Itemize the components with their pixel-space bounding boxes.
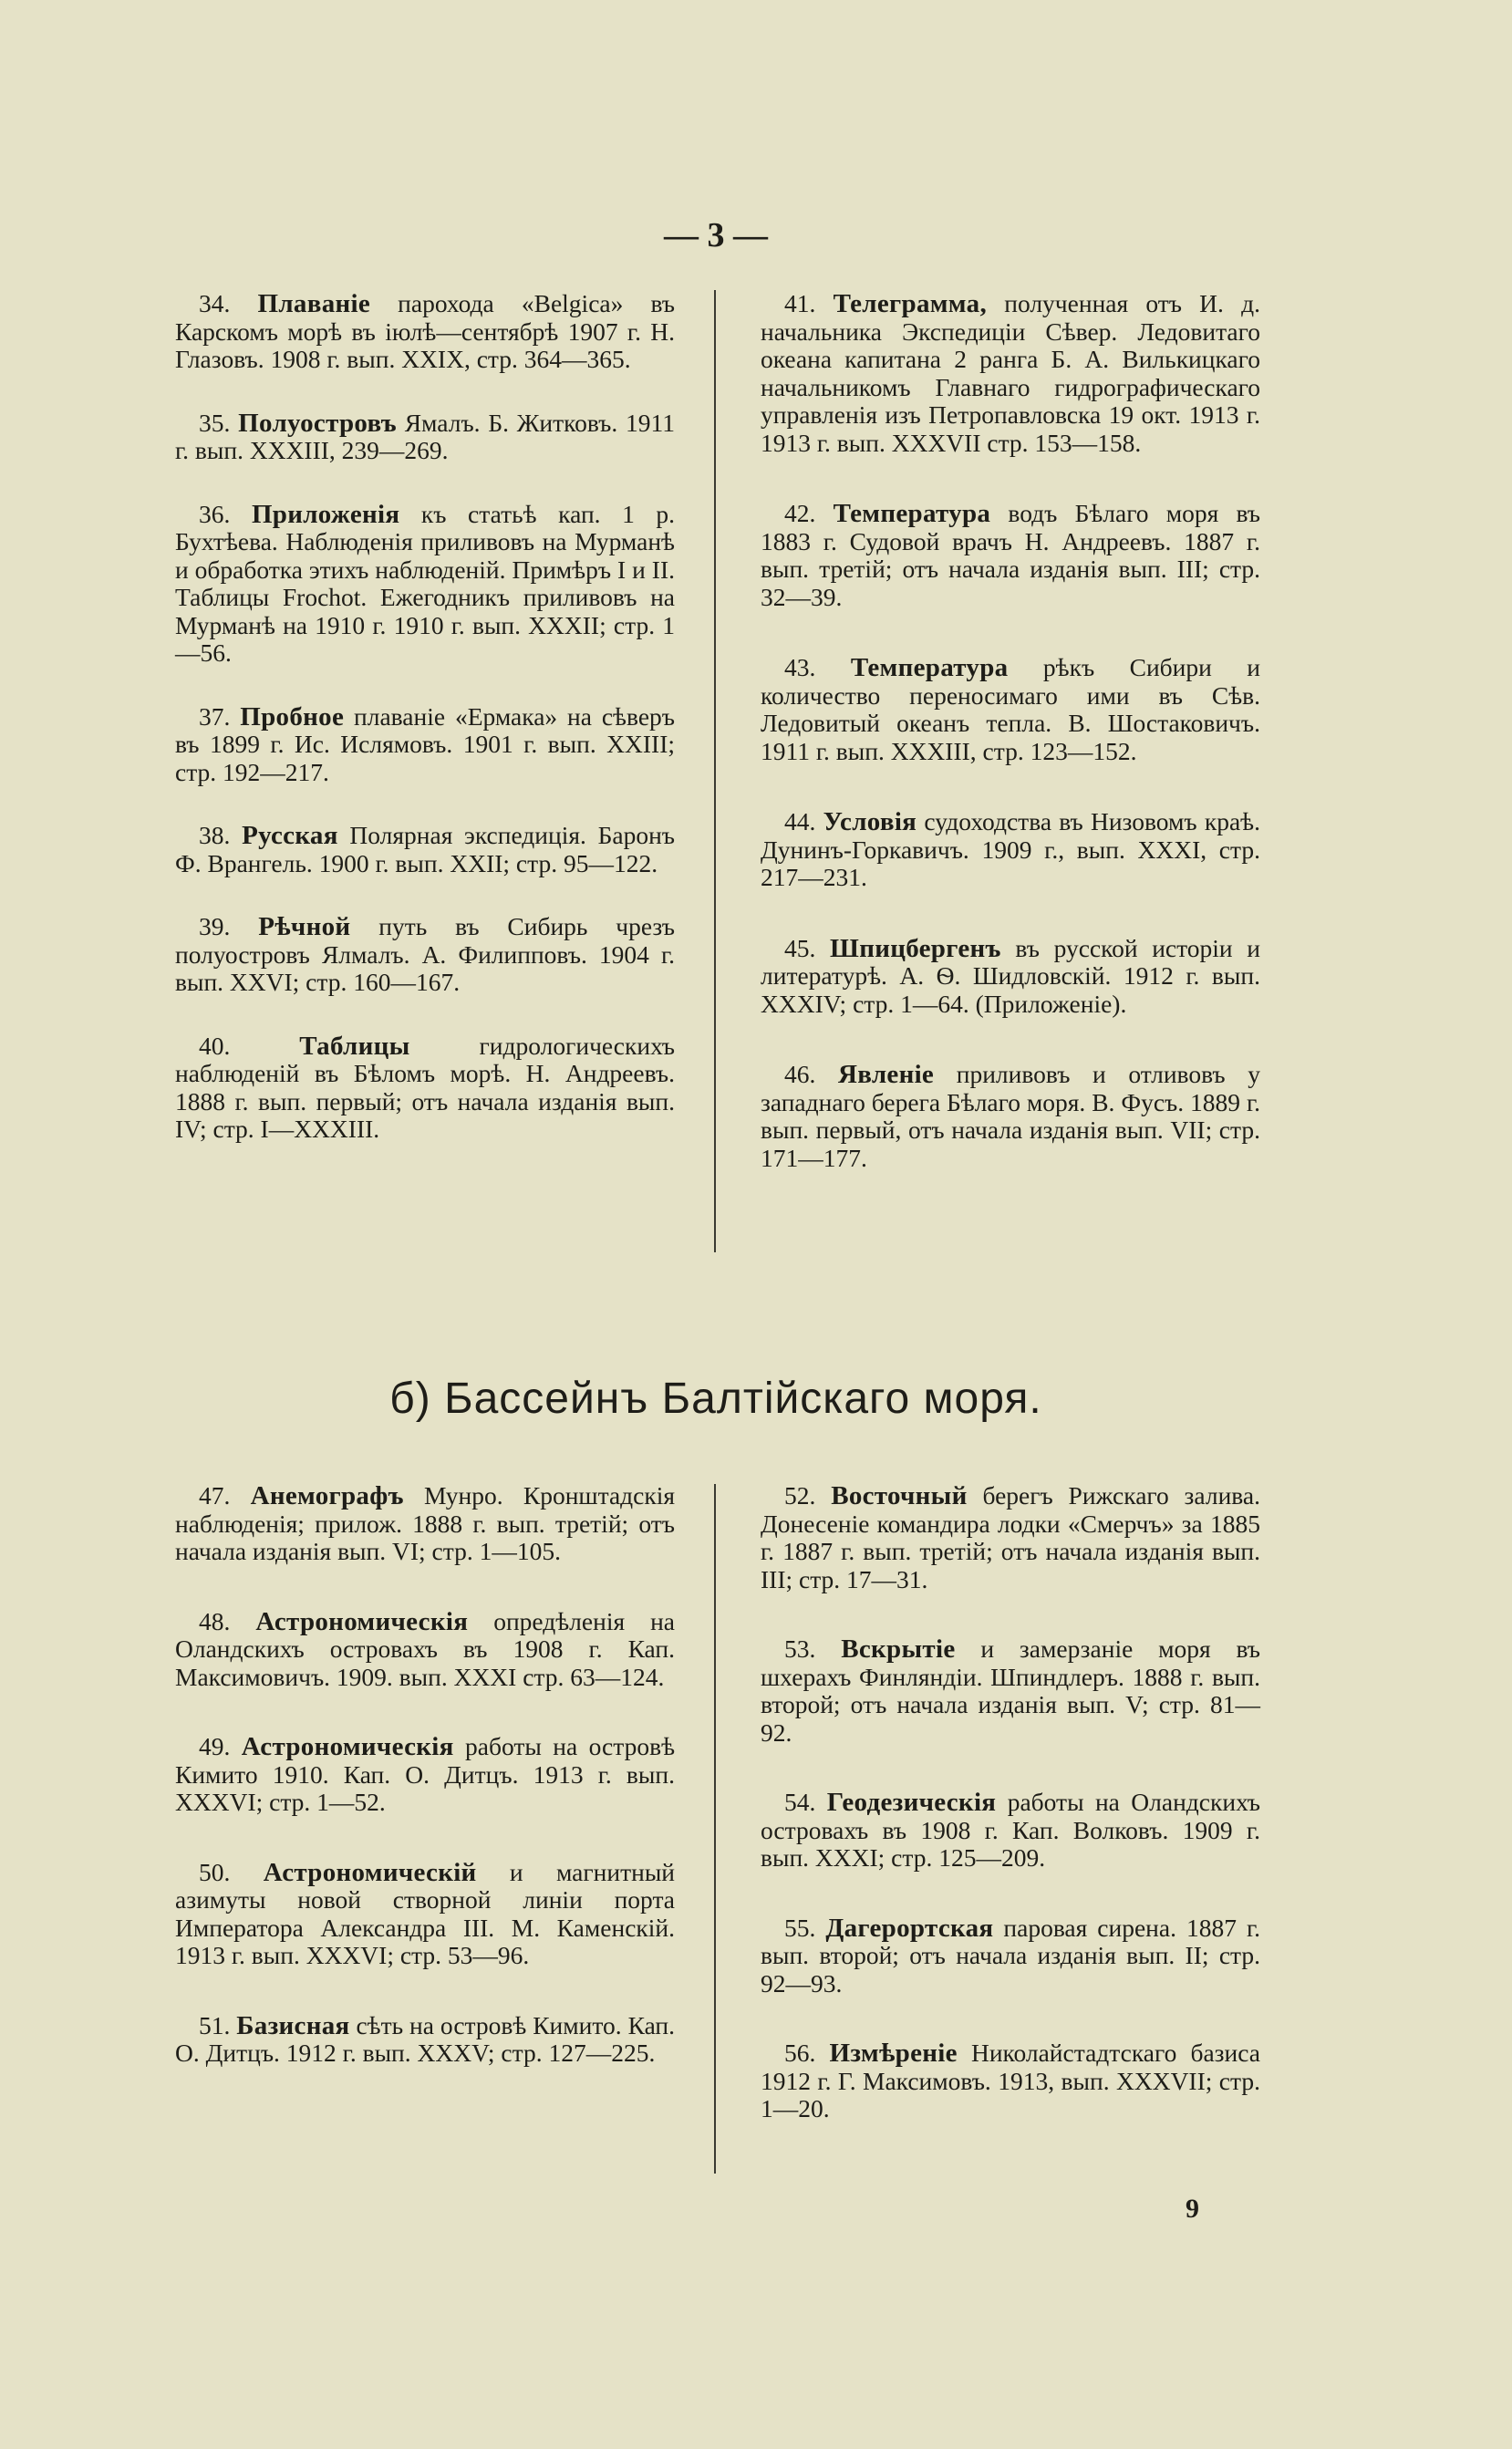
entry-title: Плаваніе — [257, 289, 371, 318]
entry-number: 46. — [784, 1060, 816, 1088]
entry-number: 38. — [199, 821, 231, 849]
bibliography-entry — [175, 703, 675, 787]
entry-text: къ статьѣ кап. 1 р. Бухтѣева. Наблюденія приливовъ на Мурманѣ и обработка этихъ наблюденій. Примѣръ I и II. Таблицы Frochot. Ежегодникъ приливовъ на Мурманѣ на 1910 г. 1910 г. вып. XXXII; стр. 1—56. — [175, 499, 676, 667]
entry-text: опредѣленія на Оландскихъ островахъ въ 1908 г. Кап. Максимовичъ. 1909. вып. XXXI стр. 63—124. — [175, 1606, 676, 1691]
bibliography-entry — [175, 1859, 675, 1970]
entry-title: Полуостровъ — [238, 408, 397, 438]
entry-text: водъ Бѣлаго моря въ 1883 г. Судовой врачъ Н. Андреевъ. 1887 г. вып. третій; отъ начала изданія вып. III; стр. 32—39. — [761, 499, 1261, 611]
bibliography-entry — [175, 2012, 675, 2068]
entry-number: 39. — [199, 912, 231, 940]
entry-number: 41. — [784, 289, 816, 317]
entry-number: 51. — [199, 2010, 231, 2039]
upper-left-column — [175, 290, 675, 1179]
entry-number: 53. — [784, 1634, 816, 1663]
entry-text: Николайстадтскаго базиса 1912 г. Г. Максимовъ. 1913, вып. XXXVII; стр. 1—20. — [761, 2039, 1260, 2122]
entry-title: Условія — [823, 807, 917, 836]
bibliography-entry — [761, 935, 1260, 1019]
bibliography-entry — [761, 2039, 1260, 2123]
bibliography-entry — [761, 500, 1260, 611]
entry-text: полученная отъ И. д. начальника Экспедиціи Сѣвер. Ледовитаго океана капитана 2 ранга Б. А. Вилькицкаго начальникомъ Главнаго гидрографическаго управленія изъ Петропавловска 19 окт. 1913 г. 1913 г. вып. XXXVII стр. 153—158. — [761, 289, 1261, 457]
entry-number: 48. — [199, 1606, 231, 1635]
upper-right-column — [761, 290, 1260, 1215]
bibliography-entry — [761, 654, 1260, 765]
entry-title: Вскрытіе — [841, 1634, 956, 1664]
entry-title: Температура — [850, 653, 1009, 682]
entry-title: Рѣчной — [258, 912, 351, 941]
entry-number: 47. — [199, 1481, 231, 1510]
entry-number: 34. — [199, 289, 231, 317]
entry-text: берегъ Рижскаго залива. Донесеніе командира лодки «Смерчъ» за 1885 г. 1887 г. вып. третій; отъ начала изданія вып. III; стр. 17—31. — [761, 1481, 1261, 1593]
entry-number: 35. — [199, 408, 231, 437]
entry-title: Измѣреніе — [829, 2039, 958, 2068]
entry-title: Геодезическія — [826, 1788, 997, 1817]
entry-title: Базисная — [236, 2010, 350, 2040]
entry-text: приливовъ и отливовъ у западнаго берега Бѣлаго моря. В. Фусъ. 1889 г. вып. первый, отъ начала изданія вып. VII; стр. 171—177. — [761, 1060, 1260, 1172]
lower-right-column — [761, 1482, 1260, 2165]
entry-number: 49. — [199, 1732, 231, 1760]
entry-number: 55. — [784, 1913, 816, 1942]
entry-title: Приложенія — [251, 499, 400, 529]
entry-number: 40. — [199, 1031, 231, 1060]
bibliography-entry — [175, 410, 675, 465]
entry-title: Таблицы — [299, 1031, 410, 1061]
bibliography-entry — [175, 822, 675, 877]
page-number: — 3 — — [664, 216, 768, 254]
entry-text: и замерзаніе моря въ шхерахъ Финляндіи. Шпиндлеръ. 1888 г. вып. второй; отъ начала изданія вып. V; стр. 81—92. — [761, 1634, 1261, 1747]
bibliography-entry — [761, 1061, 1260, 1172]
entry-title: Пробное — [240, 701, 345, 732]
bibliography-entry — [175, 1733, 675, 1817]
entry-number: 54. — [784, 1788, 816, 1816]
entry-title: Астрономическія — [255, 1606, 469, 1636]
entry-number: 45. — [784, 933, 816, 962]
signature-mark: 9 — [1186, 2194, 1199, 2224]
entry-number: 36. — [199, 499, 231, 528]
bibliography-entry — [761, 1482, 1260, 1593]
column-divider-upper — [714, 290, 716, 1252]
entry-text: плаваніе «Ермака» на сѣверъ въ 1899 г. Ис. Ислямовъ. 1901 г. вып. XXIII; стр. 192—217. — [175, 701, 675, 786]
entry-text: Мунро. Кронштадскія наблюденія; прилож. 1888 г. вып. третій; отъ начала изданія вып. VI; стр. 1—105. — [175, 1481, 675, 1565]
entry-number: 43. — [784, 653, 816, 681]
entry-title: Анемографъ — [250, 1481, 404, 1510]
bibliography-entry — [761, 1789, 1260, 1873]
entry-number: 56. — [784, 2039, 816, 2067]
entry-number: 52. — [784, 1481, 816, 1510]
bibliography-entry — [761, 290, 1260, 457]
entry-number: 37. — [199, 701, 231, 731]
entry-text: путь въ Сибирь чрезъ полуостровъ Ялмалъ. А. Филипповъ. 1904 г. вып. XXVI; стр. 160—167. — [175, 912, 676, 996]
entry-text: судоходства въ Низовомъ краѣ. Дунинъ-Горкавичъ. 1909 г., вып. XXXI, стр. 217—231. — [761, 807, 1260, 891]
entry-title: Шпицбергенъ — [830, 933, 1001, 963]
entry-text: паровая сирена. 1887 г. вып. второй; отъ начала изданія вып. II; стр. 92—93. — [761, 1913, 1260, 1998]
entry-title: Дагерортская — [825, 1913, 994, 1943]
bibliography-entry — [175, 501, 675, 668]
bibliography-entry — [761, 1915, 1260, 1998]
entry-title: Астрономическія — [241, 1732, 454, 1761]
bibliography-entry — [761, 1635, 1260, 1747]
entry-title: Температура — [833, 499, 991, 528]
entry-title: Восточный — [831, 1481, 968, 1510]
lower-left-column — [175, 1482, 675, 2110]
entry-text: и магнитный азимуты новой створной линіи порта Императора Александра III. М. Каменскій. 1913 г. вып. XXXVI; стр. 53—96. — [175, 1857, 676, 1969]
bibliography-entry — [175, 1482, 675, 1566]
bibliography-entry — [175, 1608, 675, 1692]
entry-text: работы на островѣ Кимито 1910. Кап. О. Дитцъ. 1913 г. вып. XXXVI; стр. 1—52. — [175, 1732, 676, 1816]
entry-text: парохода «Belgica» въ Карскомъ морѣ въ іюлѣ—сентябрѣ 1907 г. Н. Глазовъ. 1908 г. вып. XXIX, стр. 364—365. — [175, 289, 676, 373]
bibliography-entry — [175, 290, 675, 374]
bibliography-entry — [175, 913, 675, 997]
bibliography-entry — [761, 808, 1260, 892]
bibliography-entry — [175, 1033, 675, 1144]
entry-text: сѣть на островѣ Кимито. Кап. О. Дитцъ. 1912 г. вып. XXXV; стр. 127—225. — [175, 2010, 676, 2067]
entry-title: Астрономическій — [263, 1857, 477, 1887]
entry-text: Полярная экспедиція. Баронъ Ф. Врангель. 1900 г. вып. XXII; стр. 95—122. — [175, 821, 676, 877]
entry-number: 44. — [784, 807, 816, 835]
entry-text: гидрологическихъ наблюденій въ Бѣломъ морѣ. Н. Андреевъ. 1888 г. вып. первый; отъ начала изданія вып. IV; стр. I—XXXIII. — [175, 1031, 675, 1143]
entry-title: Телеграмма, — [833, 289, 988, 318]
entry-text: рѣкъ Сибири и количество переносимаго ими въ Сѣв. Ледовитый океанъ тепла. В. Шостаковичъ. 1911 г. вып. XXXIII, стр. 123—152. — [761, 653, 1261, 765]
section-heading: б) Бассейнъ Балтійскаго моря. — [389, 1375, 1042, 1423]
entry-number: 42. — [784, 499, 816, 527]
entry-text: Ямалъ. Б. Житковъ. 1911 г. вып. XXXIII, 239—269. — [175, 408, 676, 464]
entry-text: въ русской исторіи и литературѣ. А. Ѳ. Шидловскій. 1912 г. вып. XXXIV; стр. 1—64. (Приложеніе). — [761, 933, 1261, 1018]
entry-title: Явленіе — [838, 1060, 935, 1089]
entry-title: Русская — [242, 821, 338, 850]
entry-number: 50. — [199, 1857, 231, 1886]
entry-text: работы на Оландскихъ островахъ въ 1908 г. Кап. Волковъ. 1909 г. вып. XXXI; стр. 125—209. — [761, 1788, 1261, 1872]
column-divider-lower — [714, 1484, 716, 2174]
